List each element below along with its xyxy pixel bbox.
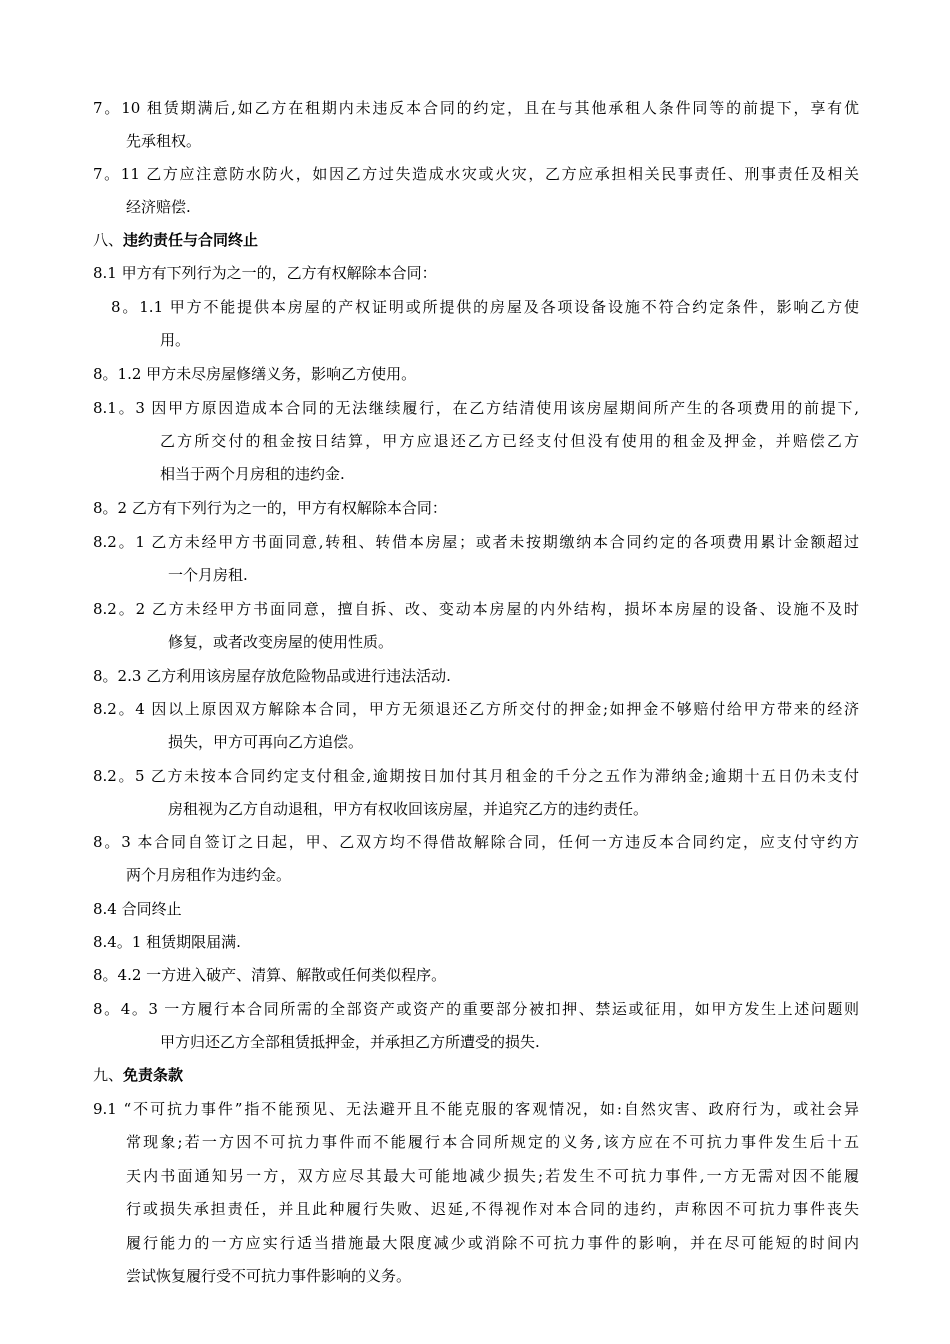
section-8-title: 违约责任与合同终止 [123, 231, 259, 249]
clause-9-1-line-6: 尝试恢复履行受不可抗力事件影响的义务。 [126, 1267, 412, 1285]
clause-8-2-2-line-1: 8.2。2 乙方未经甲方书面同意，擅自拆、改、变动本房屋的内外结构，损坏本房屋的设备、设施不及时 [93, 600, 859, 618]
clause-8-2: 8。2 乙方有下列行为之一的，甲方有权解除本合同： [93, 499, 447, 517]
clause-8-2-1-line-2: 一个月房租. [168, 566, 248, 584]
section-9-heading [93, 1059, 183, 1092]
clause-8-4-2: 8。4.2 一方进入破产、清算、解散或任何类似程序。 [93, 966, 447, 984]
clause-8-2-1-line-1: 8.2。1 乙方未经甲方书面同意,转租、转借本房屋；或者未按期缴纳本合同约定的各项费用累计金额超过 [93, 533, 859, 551]
clause-7-11-line-2: 经济赔偿. [126, 198, 191, 216]
section-8-number: 八、 [93, 231, 124, 249]
section-8-heading [93, 224, 258, 257]
clause-8-4-3-line-2: 甲方归还乙方全部租赁抵押金，并承担乙方所遭受的损失. [160, 1033, 540, 1051]
clause-8-3-line-2: 两个月房租作为违约金。 [126, 866, 292, 884]
clause-8-1-3-line-3: 相当于两个月房租的违约金. [160, 465, 345, 483]
clause-8-4: 8.4 合同终止 [93, 900, 182, 918]
clause-7-10-line-1: 7。10 租赁期满后,如乙方在租期内未违反本合同的约定，且在与其他承租人条件同等的前提下，享有优 [93, 99, 859, 117]
clause-8-2-5-line-1: 8.2。5 乙方未按本合同约定支付租金,逾期按日加付其月租金的千分之五作为滞纳金;逾期十五日仍未支付 [93, 767, 859, 785]
clause-8-4-3-line-1: 8。4。3 一方履行本合同所需的全部资产或资产的重要部分被扣押、禁运或征用，如甲方发生上述问题则 [93, 1000, 859, 1018]
clause-9-1-line-2: 常现象;若一方因不可抗力事件而不能履行本合同所规定的义务,该方应在不可抗力事件发生后十五 [126, 1133, 859, 1151]
clause-8-1-3-line-2: 乙方所交付的租金按日结算，甲方应退还乙方已经支付但没有使用的租金及押金，并赔偿乙方 [160, 432, 859, 450]
clause-9-1-line-4: 行或损失承担责任，并且此种履行失败、迟延,不得视作对本合同的违约，声称因不可抗力事件丧失 [126, 1200, 859, 1218]
clause-8-2-2-line-2: 修复，或者改变房屋的使用性质。 [168, 633, 394, 651]
clause-8-3-line-1: 8。3 本合同自签订之日起，甲、乙双方均不得借故解除合同，任何一方违反本合同约定，应支付守约方 [93, 833, 859, 851]
clause-7-11-line-1: 7。11 乙方应注意防水防火，如因乙方过失造成水灾或火灾，乙方应承担相关民事责任、刑事责任及相关 [93, 165, 859, 183]
clause-8-1-2: 8。1.2 甲方未尽房屋修缮义务，影响乙方使用。 [93, 365, 417, 383]
section-9-title: 免责条款 [123, 1066, 184, 1084]
clause-8-4-1: 8.4。1 租赁期限届满. [93, 933, 241, 951]
clause-8-1: 8.1 甲方有下列行为之一的，乙方有权解除本合同： [93, 264, 437, 282]
clause-9-1-line-1: 9.1 “不可抗力事件”指不能预见、无法避开且不能克服的客观情况，如:自然灾害、政府行为，或社会异 [93, 1100, 859, 1118]
clause-9-1-line-3: 天内书面通知另一方，双方应尽其最大可能地减少损失;若发生不可抗力事件,一方无需对因不能履 [126, 1167, 859, 1185]
clause-8-2-4-line-1: 8.2。4 因以上原因双方解除本合同，甲方无须退还乙方所交付的押金;如押金不够赔付给甲方带来的经济 [93, 700, 859, 718]
clause-8-2-5-line-2: 房租视为乙方自动退租，甲方有权收回该房屋，并追究乙方的违约责任。 [168, 800, 649, 818]
clause-8-1-1-line-2: 用。 [160, 331, 191, 349]
clause-8-1-1-line-1: 8。1.1 甲方不能提供本房屋的产权证明或所提供的房屋及各项设备设施不符合约定条件，影响乙方使 [111, 298, 859, 316]
clause-8-2-3: 8。2.3 乙方利用该房屋存放危险物品或进行违法活动. [93, 667, 451, 685]
clause-8-2-4-line-2: 损失，甲方可再向乙方追偿。 [168, 733, 364, 751]
section-9-number: 九、 [93, 1066, 124, 1084]
clause-9-1-line-5: 履行能力的一方应实行适当措施最大限度减少或消除不可抗力事件的影响，并在尽可能短的时间内 [126, 1234, 859, 1252]
clause-7-10-line-2: 先承租权。 [126, 132, 202, 150]
clause-8-1-3-line-1: 8.1。3 因甲方原因造成本合同的无法继续履行，在乙方结清使用该房屋期间所产生的各项费用的前提下, [93, 399, 859, 417]
